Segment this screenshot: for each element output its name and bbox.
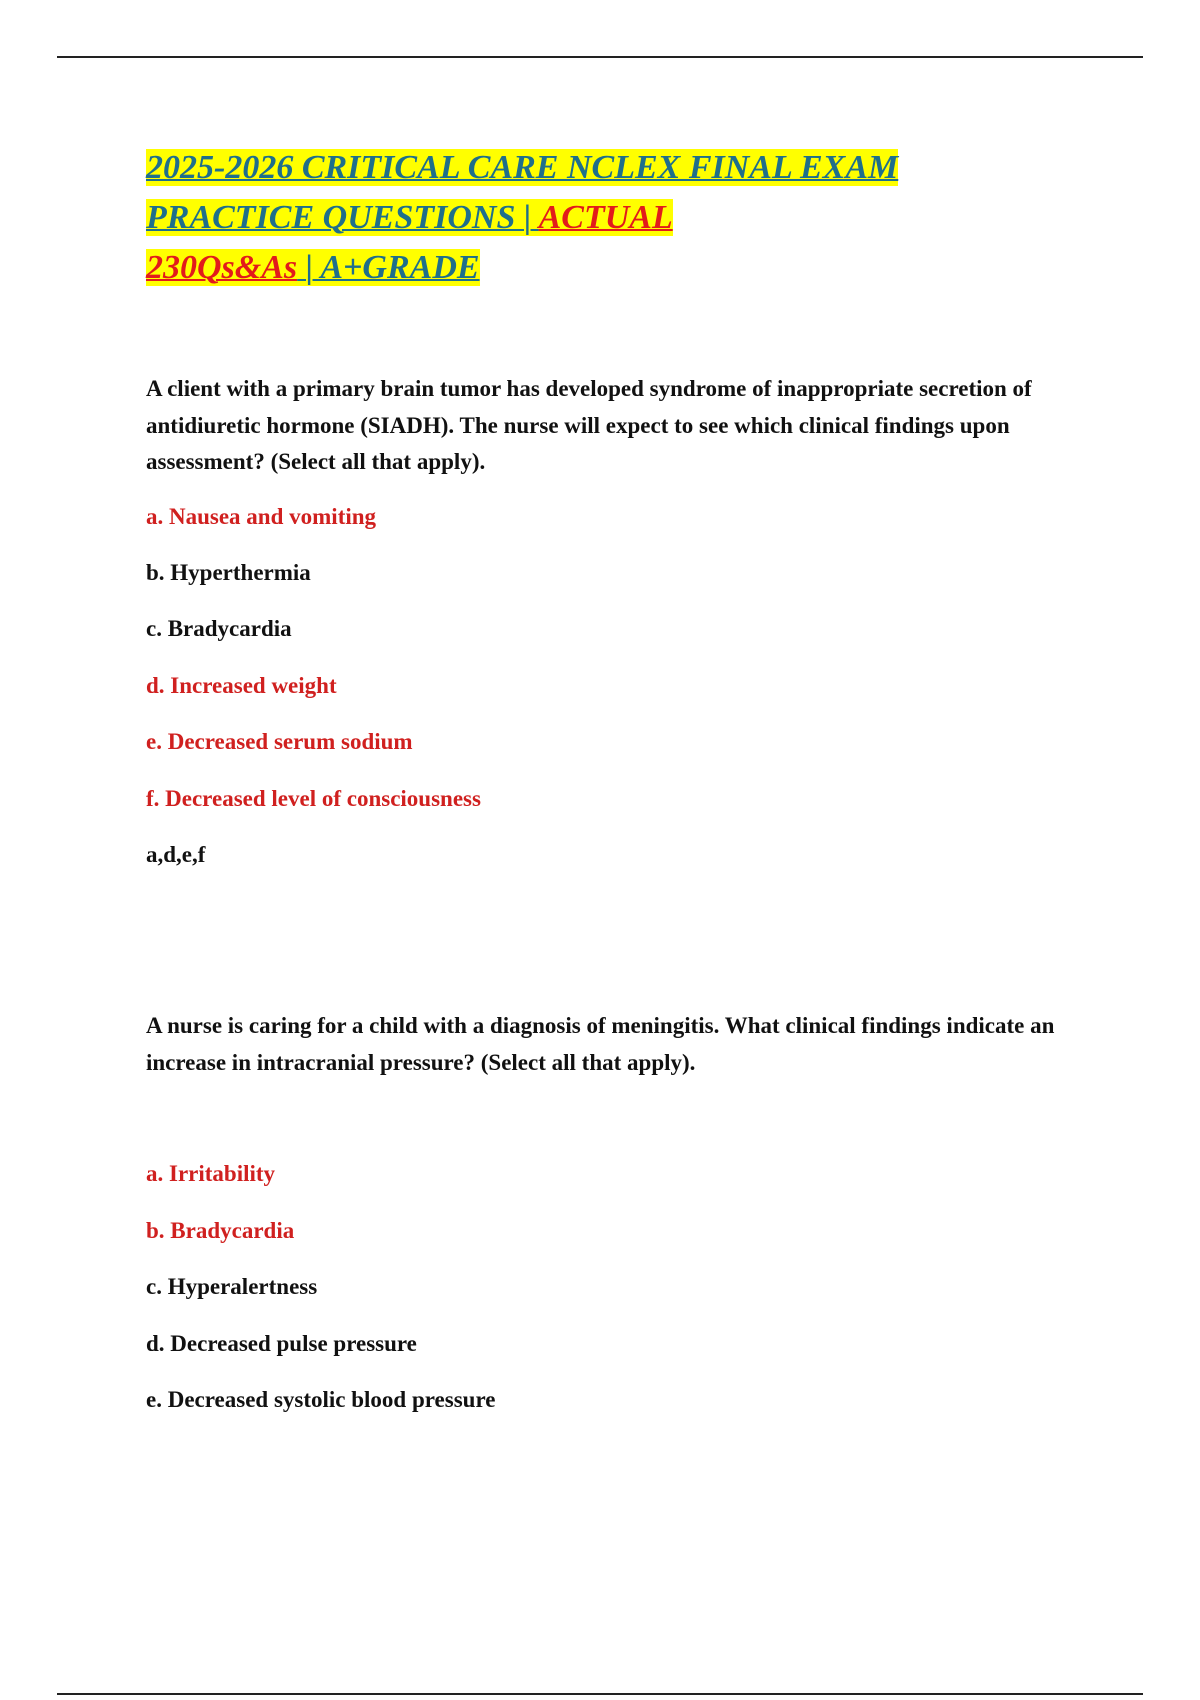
question-1-option-d: d. Increased weight bbox=[146, 673, 337, 698]
question-1-answer: a,d,e,f bbox=[146, 842, 206, 867]
question-1-option-e: e. Decreased serum sodium bbox=[146, 729, 413, 754]
title-segment: PRACTICE QUESTIONS | bbox=[146, 199, 539, 236]
page-bottom-rule bbox=[57, 1693, 1143, 1695]
question-2-option-e: e. Decreased systolic blood pressure bbox=[146, 1387, 496, 1412]
title-line-2 bbox=[146, 193, 1046, 243]
question-1-option-a: a. Nausea and vomiting bbox=[146, 504, 377, 529]
document-title bbox=[146, 143, 1046, 293]
question-1-option-f: f. Decreased level of consciousness bbox=[146, 786, 481, 811]
question-1-option-c: c. Bradycardia bbox=[146, 616, 292, 641]
title-segment: ACTUAL bbox=[538, 199, 673, 236]
title-segment: | A+GRADE bbox=[297, 249, 480, 286]
question-2-option-b: b. Bradycardia bbox=[146, 1218, 295, 1243]
question-2-option-a: a. Irritability bbox=[146, 1161, 276, 1186]
title-line-1 bbox=[146, 143, 1046, 193]
question-2 bbox=[146, 1008, 1086, 1081]
question-1 bbox=[146, 371, 1086, 481]
title-segment: 2025-2026 CRITICAL CARE NCLEX FINAL EXAM bbox=[146, 149, 899, 186]
page-top-rule bbox=[57, 56, 1143, 58]
question-1-prompt: A client with a primary brain tumor has developed syndrome of inappropriate secretion of antidiuretic hormone (SIADH). The nurse will expect to see which clinical findings upon assessment? (Select all that apply). bbox=[146, 376, 1032, 474]
question-1-option-b: b. Hyperthermia bbox=[146, 560, 311, 585]
title-line-3 bbox=[146, 243, 1046, 293]
title-segment: 230Qs&As bbox=[146, 249, 298, 286]
question-2-prompt: A nurse is caring for a child with a diagnosis of meningitis. What clinical findings indicate an increase in intracranial pressure? (Select all that apply). bbox=[146, 1013, 1055, 1075]
question-2-option-d: d. Decreased pulse pressure bbox=[146, 1331, 417, 1356]
question-2-option-c: c. Hyperalertness bbox=[146, 1274, 318, 1299]
